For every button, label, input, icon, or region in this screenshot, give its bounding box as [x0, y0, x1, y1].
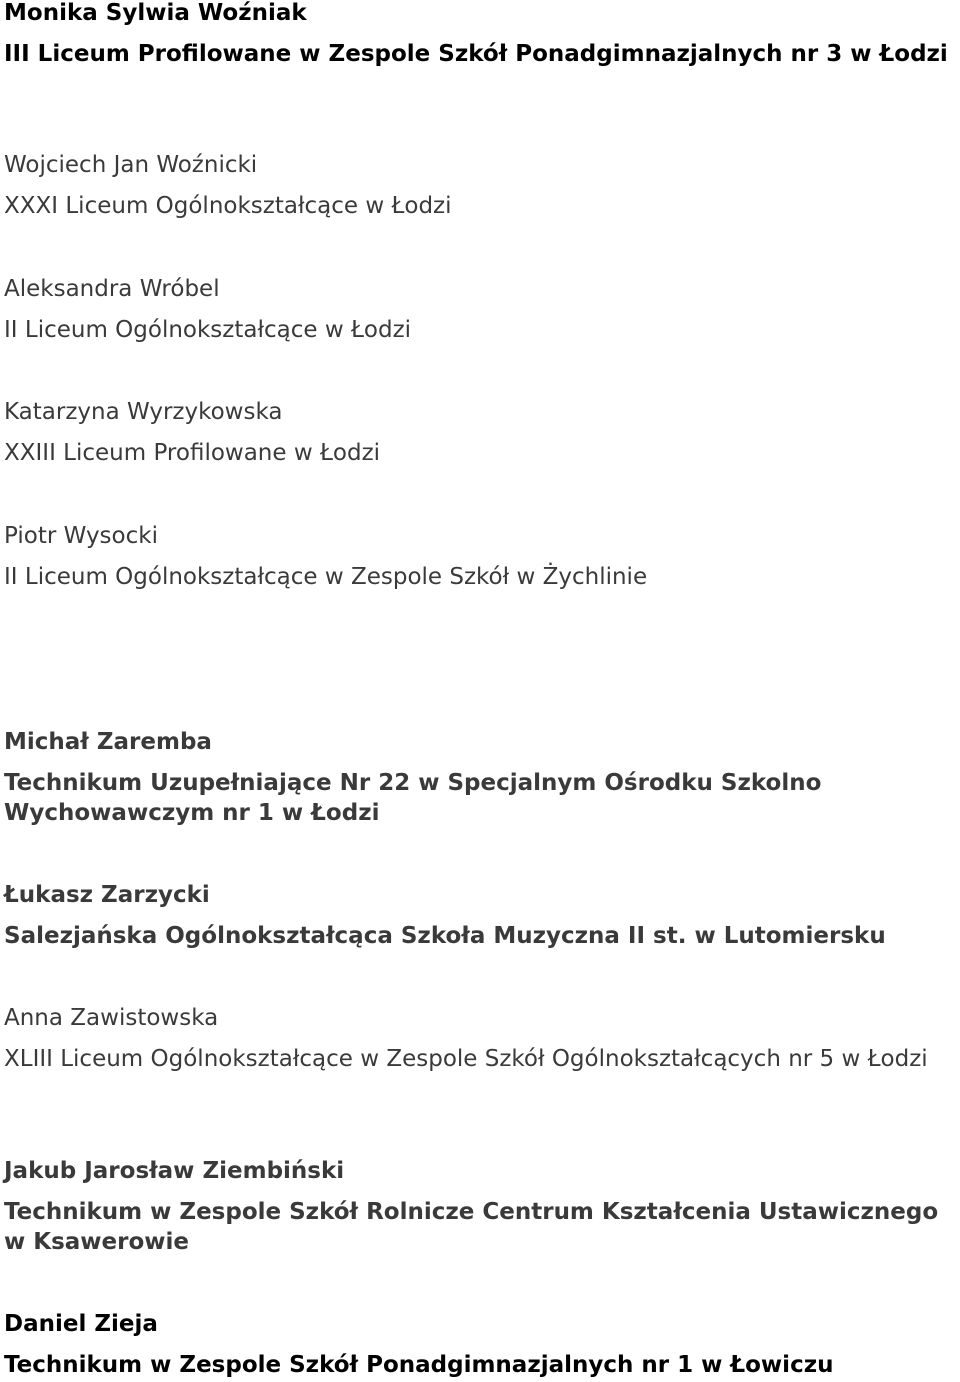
person-name: Jakub Jarosław Ziembiński: [4, 1158, 345, 1184]
list-item: [4, 1003, 960, 1074]
list-item: [4, 727, 960, 828]
list-item: [4, 0, 960, 69]
person-name: Daniel Zieja: [4, 1311, 158, 1337]
list-item: [4, 274, 960, 345]
school-name: XLIII Liceum Ogólnokształcące w Zespole Szkół Ogólnokształcących nr 5 w Łodzi: [4, 1046, 928, 1072]
school-name: XXXI Liceum Ogólnokształcące w Łodzi: [4, 193, 452, 219]
school-name: Technikum w Zespole Szkół Rolnicze Centrum Kształcenia Ustawicznego w Ksawerowie: [4, 1199, 939, 1255]
person-name: Łukasz Zarzycki: [4, 882, 210, 908]
school-name: XXIII Liceum Profilowane w Łodzi: [4, 440, 381, 466]
person-name: Aleksandra Wróbel: [4, 276, 220, 302]
list-item: [4, 1309, 960, 1380]
school-name: Technikum Uzupełniające Nr 22 w Specjalnym Ośrodku Szkolno Wychowawczym nr 1 w Łodzi: [4, 770, 822, 826]
school-name: II Liceum Ogólnokształcące w Łodzi: [4, 317, 412, 343]
list-item: [4, 1156, 960, 1257]
person-name: Anna Zawistowska: [4, 1005, 219, 1031]
person-name: Wojciech Jan Woźnicki: [4, 152, 258, 178]
person-name: Michał Zaremba: [4, 729, 212, 755]
school-name: Salezjańska Ogólnokształcąca Szkoła Muzyczna II st. w Lutomiersku: [4, 923, 886, 949]
list-item: [4, 150, 960, 221]
list-item: [4, 880, 960, 951]
school-name: III Liceum Profilowane w Zespole Szkół Ponadgimnazjalnych nr 3 w Łodzi: [4, 41, 948, 67]
list-item: [4, 397, 960, 468]
list-item: [4, 521, 960, 592]
school-name: Technikum w Zespole Szkół Ponadgimnazjalnych nr 1 w Łowiczu: [4, 1352, 834, 1378]
person-name: Piotr Wysocki: [4, 523, 158, 549]
person-name: Monika Sylwia Woźniak: [4, 0, 307, 26]
person-name: Katarzyna Wyrzykowska: [4, 399, 283, 425]
school-name: II Liceum Ogólnokształcące w Zespole Szkół w Żychlinie: [4, 564, 648, 590]
